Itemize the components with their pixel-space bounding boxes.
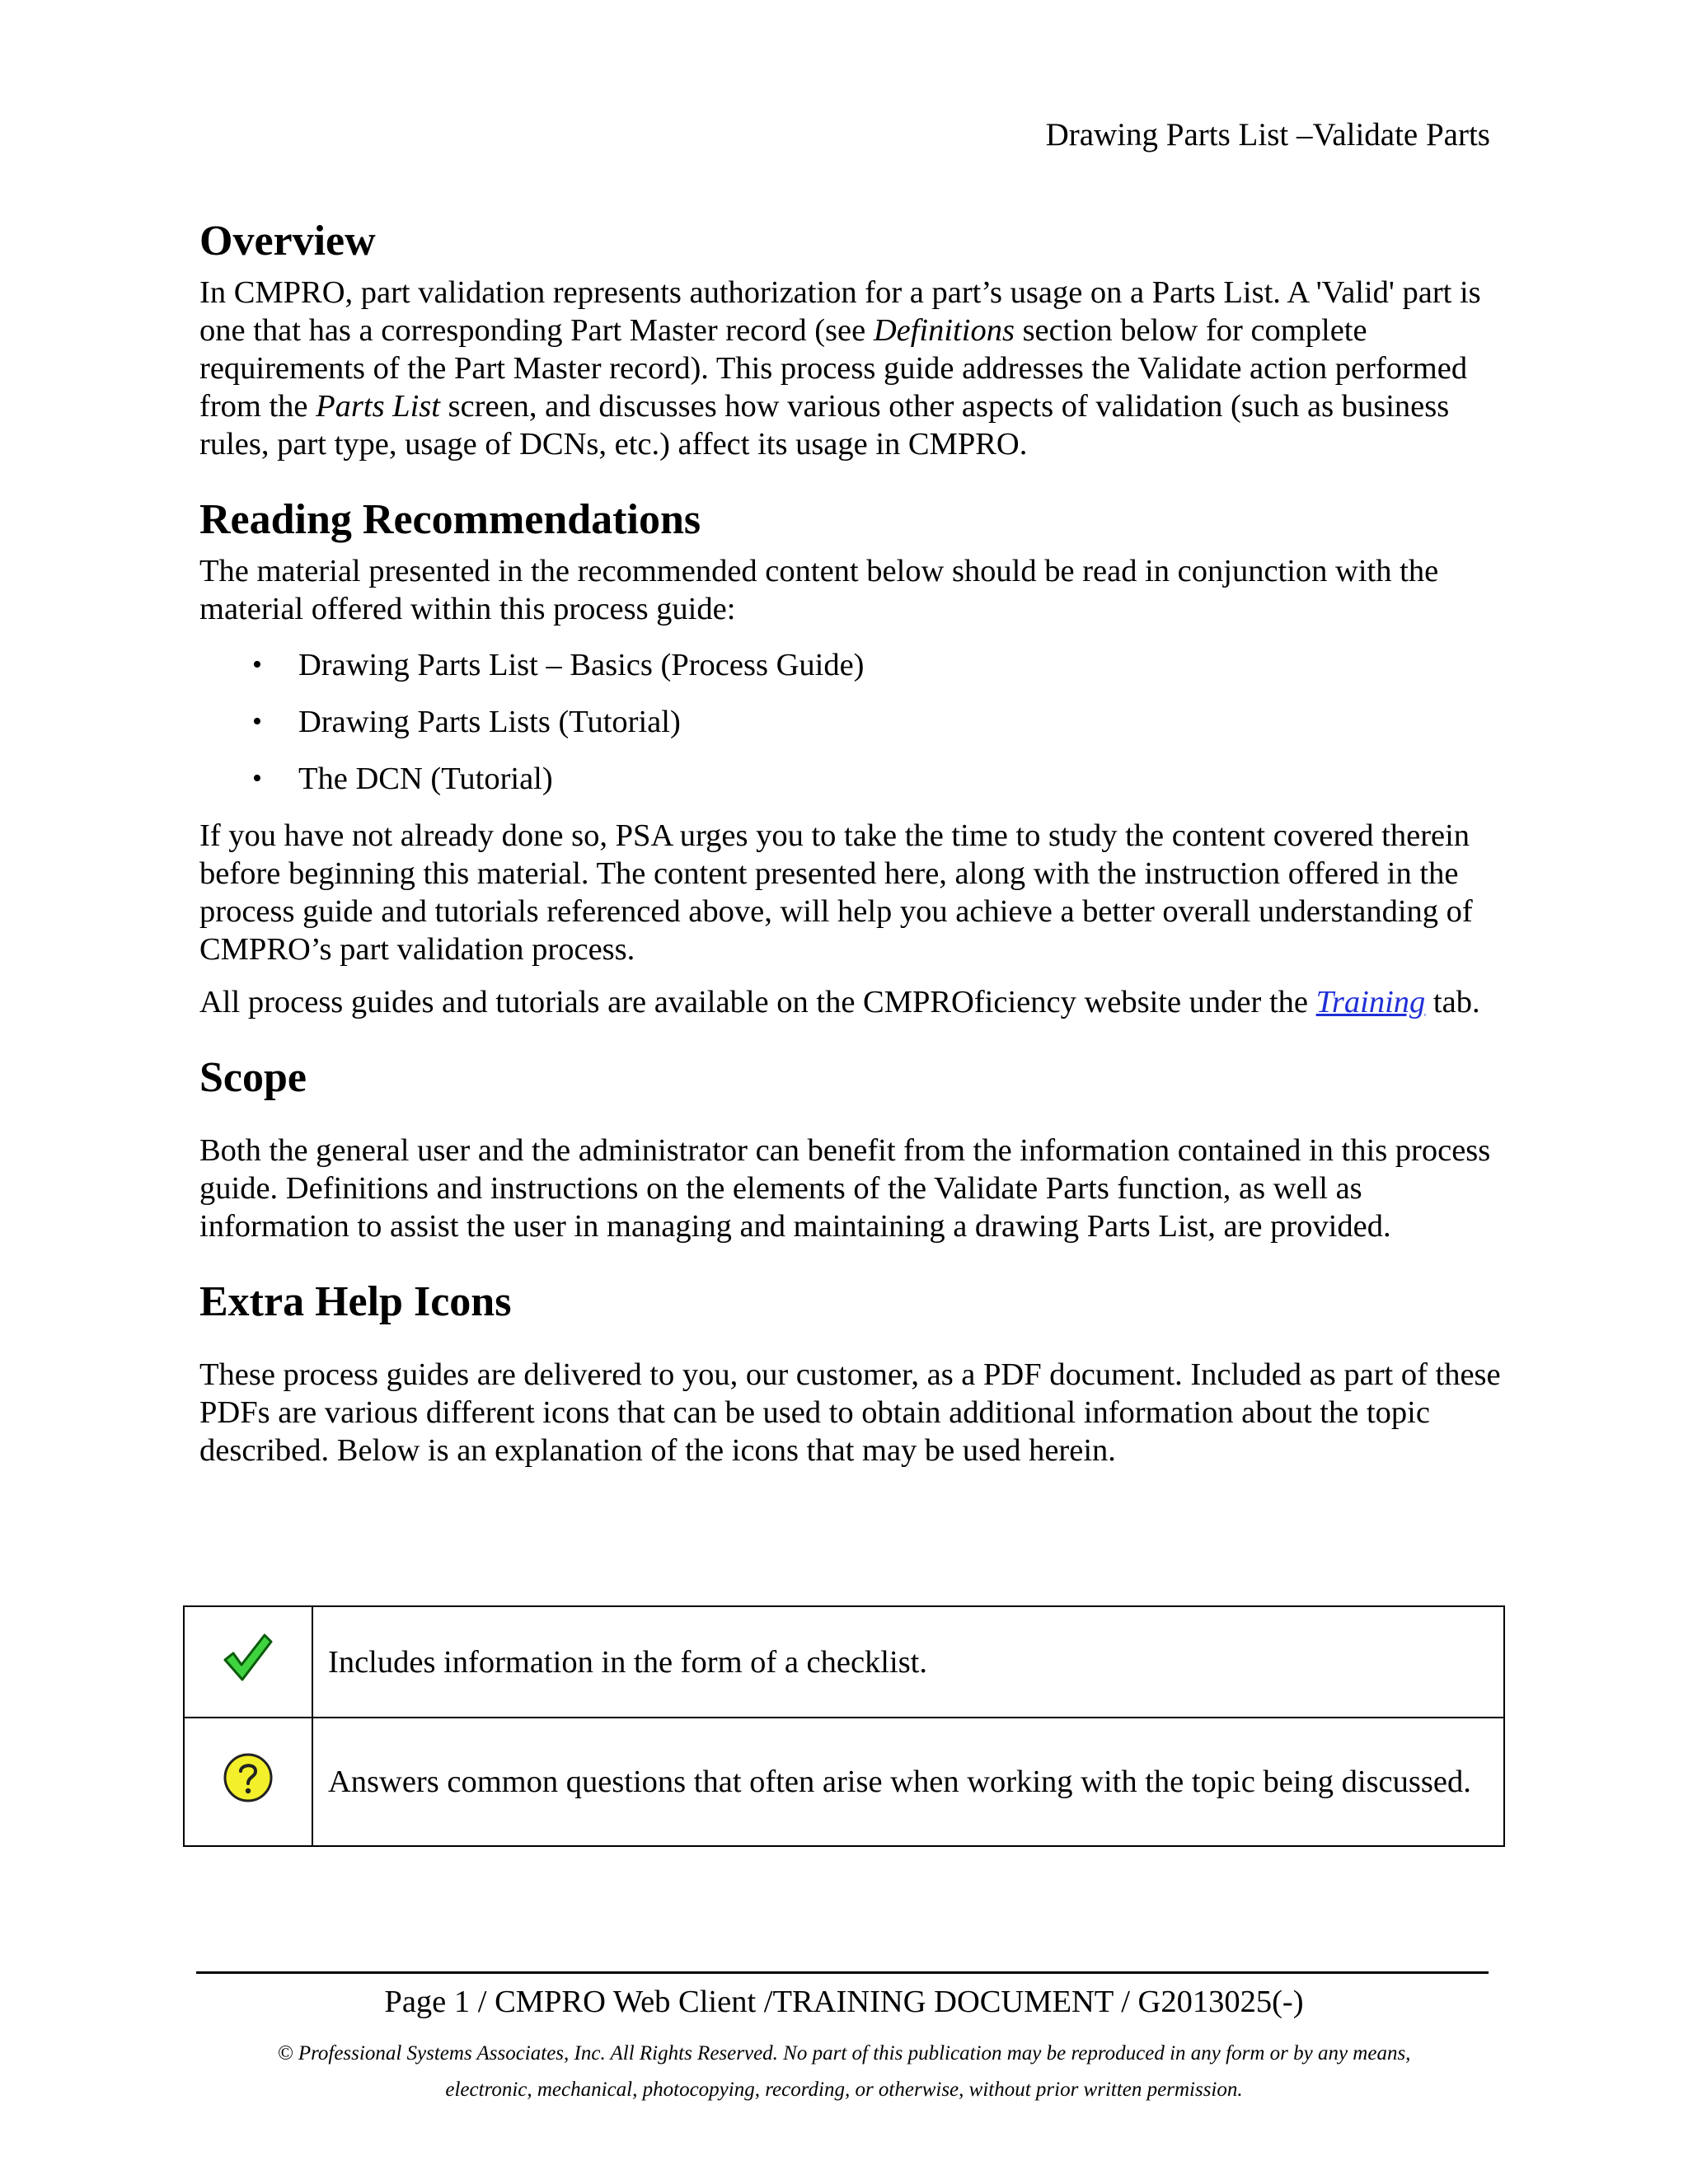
extra-help-heading: Extra Help Icons [199,1278,512,1325]
bullet: • [252,763,262,794]
scope-paragraph: Both the general user and the administrator can benefit from the information contained in this process guide. Definitions and instructions on the elements of the Validate Parts function, as well as information to assist the user in managing and maintaining a drawing Parts List, are provided. [199,1133,1491,1244]
recommendation-list [199,646,1502,798]
document-body [199,216,1502,1469]
list-item [199,646,1502,684]
copyright-line-2: electronic, mechanical, photocopying, recording, or otherwise, without prior written permission. [445,2079,1243,2101]
reading-heading: Reading Recommendations [199,496,701,543]
overview-text-3: screen, and discusses how various other aspects of validation (such as business rules, part type, usage of DCNs, etc.) affect its usage in CMPRO. [199,389,1450,462]
icon-description: Answers common questions that often arise when working with the topic being discussed. [312,1718,1504,1846]
overview-text-1: In CMPRO, part validation represents authorization for a part’s usage on a Parts List. A 'Valid' part is one that has a corresponding Part Master record (see [199,275,1481,348]
icon-description: Includes information in the form of a checklist. [312,1606,1504,1718]
list-item-text: Drawing Parts Lists (Tutorial) [298,705,681,739]
definitions-emphasis: Definitions [873,313,1015,348]
list-item-text: Drawing Parts List – Basics (Process Guide) [298,648,865,682]
help-icons-table [183,1605,1505,1847]
footer-copyright [0,2036,1688,2108]
bullet: • [252,649,262,680]
list-item [199,760,1502,798]
overview-paragraph [199,274,1502,463]
reading-text-3a: All process guides and tutorials are available on the CMPROficiency website under the [199,985,1316,1019]
icon-cell [184,1606,312,1718]
checkmark-icon [222,1632,274,1683]
parts-list-emphasis: Parts List [316,389,440,424]
reading-paragraph-2: If you have not already done so, PSA urges you to take the time to study the content covered therein before beginning this material. The content presented here, along with the instruction offered in the process guide and tutorials referenced above, will help you achieve a better overall understanding of CMPRO’s part validation process. [199,818,1473,967]
reading-paragraph-3 [199,983,1502,1021]
reading-text-3b: tab. [1425,985,1480,1019]
footer-page-line: Page 1 / CMPRO Web Client /TRAINING DOCUMENT / G2013025(-) [384,1985,1304,2019]
extra-help-paragraph: These process guides are delivered to you, our customer, as a PDF document. Included as part of these PDFs are various different icons that can be used to obtain additional information about the topic described. Below is an explanation of the icons that may be used herein. [199,1357,1501,1468]
training-link[interactable]: Training [1315,985,1426,1019]
scope-heading: Scope [199,1054,307,1101]
running-header: Drawing Parts List –Validate Parts [1045,117,1490,152]
table-row [184,1606,1504,1718]
icon-cell [184,1718,312,1846]
overview-heading: Overview [199,218,376,265]
overview-text-2: section below for complete requirements of the Part Master record). This process guide addresses the Validate action performed from the [199,313,1468,424]
list-item-text: The DCN (Tutorial) [298,762,553,796]
bullet: • [252,706,262,737]
question-icon [222,1751,274,1804]
footer-divider [196,1971,1489,1974]
copyright-line-1: © Professional Systems Associates, Inc. All Rights Reserved. No part of this publication may be reproduced in any form or by any means, [277,2042,1411,2064]
list-item [199,703,1502,741]
reading-intro: The material presented in the recommended content below should be read in conjunction with the material offered within this process guide: [199,554,1439,626]
table-row [184,1718,1504,1846]
